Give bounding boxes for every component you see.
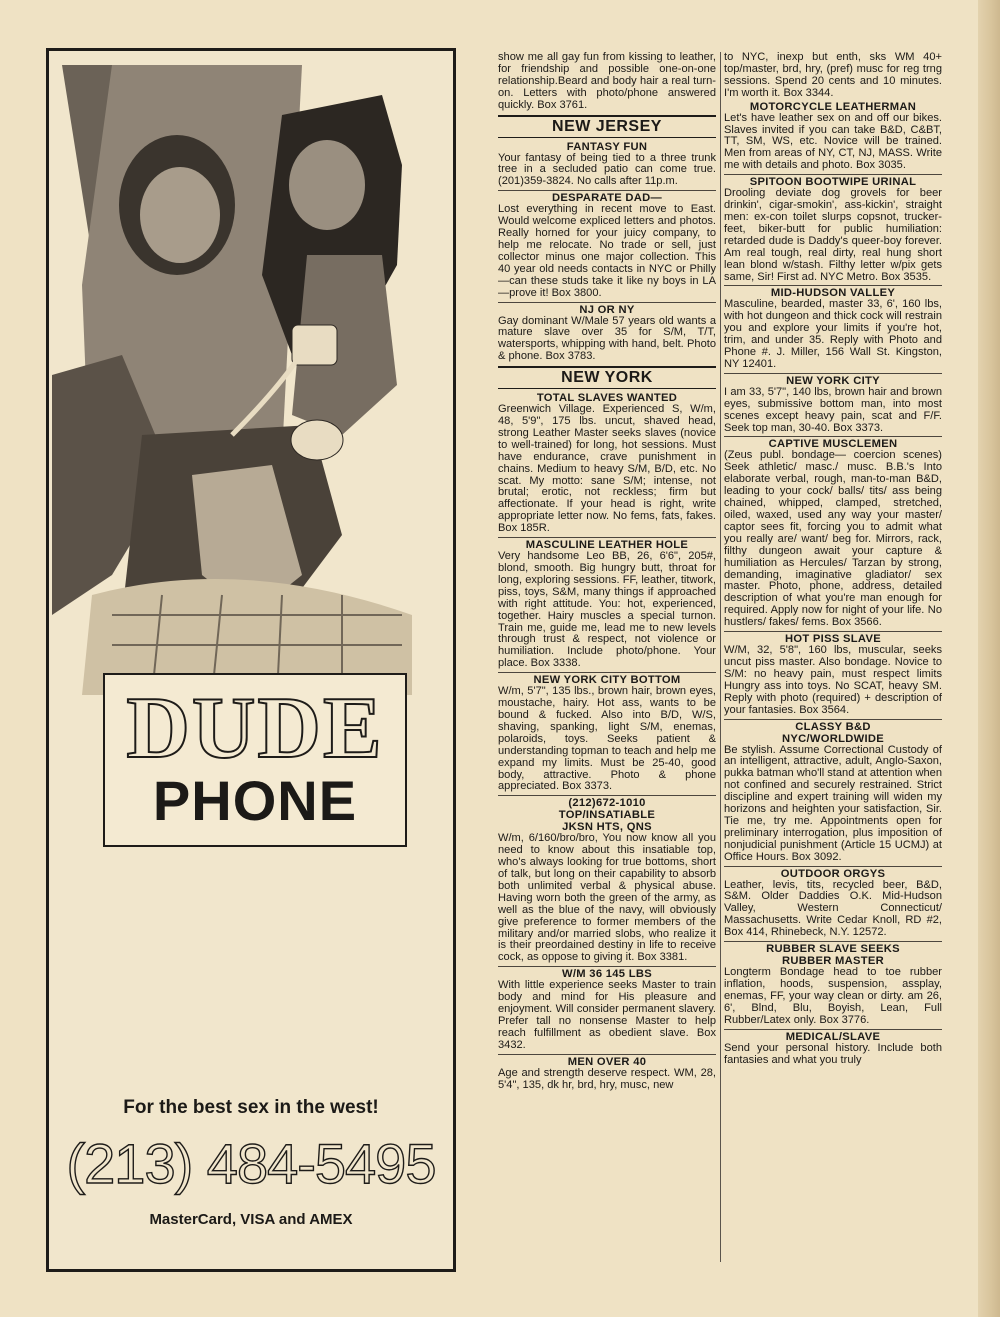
classified-ad <box>498 672 716 793</box>
logo-dude-text: DUDE <box>126 680 384 777</box>
classified-ad-body: Masculine, bearded, master 33, 6', 160 lbs, with hot dungeon and thick cock will restrain you and explore your limits if you're hot, trim, and under 35. Reply with Photo and Phone #. J. Miller, 156 Wall St. Kingston, NY 12401. <box>724 298 942 370</box>
classified-ad-title: MEDICAL/SLAVE <box>785 1030 881 1043</box>
classified-ad-title: NJ OR NY <box>579 303 635 316</box>
continued-ad-text: to NYC, inexp but enth, sks WM 40+ top/master, brd, hry, (pref) musc for reg trng sessions. Spend 20 cents and 10 minutes. I'm worth it. Box 3344. <box>724 51 942 99</box>
classified-ad-body: (Zeus publ. bondage— coercion scenes) Seek athletic/ masc./ musc. B.B.'s Into elaborate verbal, rough, man-to-man B&D, leading to your cock/ balls/ tits/ ass being chained, whipped, clamped, stretched, oiled, waxed, used any way your master/ captor sees fit, forcing you to admit what you really are/ want/ beg for. Mirrors, rack, filthy dungeon await your capture & humiliation as Hercules/ Tarzan by strong, demanding, imaginative gladiator/ sex master. Photo, phone, address, detailed description of what you're man enough for required. Apply now for night of your life. No hustlers/ fakes/ fems. Box 3566. <box>724 449 942 629</box>
new-jersey-ads <box>498 140 716 364</box>
classified-ad-title: W/M 36 145 LBS <box>562 968 652 981</box>
classified-ad-title: TOTAL SLAVES WANTED <box>536 392 678 405</box>
classified-ad-title: HOT PISS SLAVE <box>785 633 881 646</box>
classified-ad-title: (212)672-1010 TOP/INSATIABLE JKSN HTS, QNS <box>558 797 656 834</box>
classified-ad-body: W/m, 6/160/bro/bro, You now know all you need to know about this insatiable top, who's always looking for true bottoms, short of talk, but long on their capability to absorb both unlimited verbal & physical abuse. Having worn both the green of the army, as well as the blue of the navy, will obviously give preference to former members of the military and/or married slobs, who realize it is their preordained destiny in life to receive cock, as oppose to giving it. Box 3381. <box>498 832 716 964</box>
classified-ad <box>498 795 716 964</box>
classified-ad-body: Very handsome Leo BB, 26, 6'6", 205#, blond, smooth. Big hungry butt, throat for long, exploring sessions. FF, leather, titwork, piss, toys, S&M, many things if approached with right attitude. You: hot, experienced, together. Hairy muscles a special turnon. Train me, guide me, lead me to new levels through trust & respect, not violence or humiliation. Include photo/phone. Your place. Box 3338. <box>498 550 716 670</box>
classified-ad <box>724 174 942 283</box>
classified-ad <box>498 302 716 364</box>
page-edge-shadow <box>978 0 1000 1317</box>
classifieds-column-1 <box>498 52 716 1094</box>
classified-ad-body: I am 33, 5'7", 140 lbs, brown hair and brown eyes, submissive bottom man, into most scenes except heavy pain, scat and F/F. Seek top man, 30-40. Box 3373. <box>724 385 942 434</box>
dude-phone-logo <box>103 673 407 847</box>
classified-ad-body: Greenwich Village. Experienced S, W/m, 48, 5'9", 175 lbs. uncut, shaved head, strong Leather Master seeks slaves (novice to well-trained) for long, hot sessions. Must have endurance, crave punishment in chains. Medium to heavy S/M, B/D, etc. No scat. My motto: sane S/M; intense, not brutal; erotic, not reckless; firm but affectionate. If your head is right, write appropriate letter now. No fems, fats, fakes. Box 185R. <box>498 403 716 535</box>
ad-photo-collage <box>52 55 422 695</box>
classified-ad-title: NEW YORK CITY <box>786 374 880 387</box>
classified-ad-body: Send your personal history. Include both fantasies and what you truly <box>724 1041 942 1066</box>
classified-ad-title: NEW YORK CITY BOTTOM <box>533 674 681 687</box>
classified-ad <box>498 537 716 670</box>
classified-ad <box>724 631 942 716</box>
classified-ad-title: MID-HUDSON VALLEY <box>770 287 896 300</box>
new-york-ads <box>498 391 716 1091</box>
classified-ad-body: Gay dominant W/Male 57 years old wants a mature slave over 35 for S/M, T/T, watersports, whipping with hand, belt. Photo & phone. Box 3783. <box>498 314 716 363</box>
classified-ad-title: DESPARATE DAD— <box>551 192 663 205</box>
classified-ad-title: MASCULINE LEATHER HOLE <box>525 539 689 552</box>
classified-ad-body: W/M, 32, 5'8", 160 lbs, muscular, seeks uncut piss master. Also bondage. Novice to S/M: no heavy pain, must respect limits Hungry ass into toys. No SCAT, heavy SM. Reply with photo (required) + description of your fantasies. Box 3564. <box>724 644 942 716</box>
column-2-ads <box>724 100 942 1067</box>
classified-ad <box>498 190 716 299</box>
classified-ad-title: MEN OVER 40 <box>567 1055 647 1068</box>
classified-ad-body: Be stylish. Assume Correctional Custody of an intelligent, attractive, adult, Anglo-Saxon, pukka batman who'll stand at attention when not confined and securely restrained. Strict discipline and expert training will widen my horizons and heighten your satisfaction, Sir. Tie me, try me. Appointments open for preliminary interrogation, plus imposition of nonjudicial punishment (Article 15 UCMJ) at Office Hours. Box 3092. <box>724 743 942 863</box>
classified-ad-body: Let's have leather sex on and off our bikes. Slaves invited if you can take B&D, C&BT, TT, SM, WS, etc. Novice will be trained. Men from areas of NY, CT, NJ, MASS. Write me with details and photo. Box 3035. <box>724 111 942 172</box>
classified-ad <box>724 373 942 435</box>
classified-ad <box>724 100 942 173</box>
classified-ad-title: OUTDOOR ORGYS <box>780 867 886 880</box>
section-header-new-york: NEW YORK <box>498 366 716 389</box>
classified-ad-title: SPITOON BOOTWIPE URINAL <box>749 176 917 189</box>
classified-ad <box>498 1054 716 1092</box>
classified-ad-title: MOTORCYCLE LEATHERMAN <box>749 100 917 113</box>
column-divider <box>720 52 721 1262</box>
classified-ad <box>498 391 716 535</box>
classifieds-column-2 <box>724 52 942 1068</box>
section-header-new-jersey: NEW JERSEY <box>498 115 716 138</box>
logo-phone-text: PHONE <box>152 769 358 832</box>
classified-ad <box>724 719 942 864</box>
classified-ad-body: Leather, levis, tits, recycled beer, B&D, S&M. Older Daddies O.K. Mid-Hudson Valley, Western Connecticut/ Massachusetts. Write Cedar Knoll, RD #2, Box 414, Rhinebeck, N.Y. 12572. <box>724 878 942 939</box>
continued-ad-text: show me all gay fun from kissing to leather, for friendship and possible one-on-one relationship.Beard and body hair a real turn-on. Letters with photo/phone answered quickly. Box 3761. <box>498 51 716 111</box>
ad-payment-cards: MasterCard, VISA and AMEX <box>149 1211 353 1228</box>
classified-ad-title: FANTASY FUN <box>566 140 648 153</box>
classified-ad-body: Your fantasy of being tied to a three trunk tree in a secluded patio can come true. (201)359-3824. No calls after 11p.m. <box>498 151 716 188</box>
classified-ad-title: CLASSY B&D NYC/WORLDWIDE <box>781 720 885 745</box>
classified-ad-title: CAPTIVE MUSCLEMEN <box>768 438 898 451</box>
classified-ad <box>724 1029 942 1067</box>
classified-ad <box>724 941 942 1027</box>
classified-ad <box>498 140 716 189</box>
ad-phone-number: (213) 484-5495 <box>66 1132 436 1195</box>
classified-ad <box>498 966 716 1051</box>
classified-ad <box>724 285 942 370</box>
classified-ad-body: Longterm Bondage head to toe rubber inflation, hoods, suspension, assplay, enemas, FF, your way clean or dirty. am 26, 6', Blnd, Blu, Boyish, Lean, Full Rubber/Latex only. Box 3776. <box>724 966 942 1026</box>
classified-ad <box>724 436 942 629</box>
classified-ad-body: Lost everything in recent move to East. Would welcome expliced letters and photos. Really horned for your juicy company, to help me relocate. No trade or sell, just collector minus one major collection. This 40 year old needs contacts in NYC or Philly—can these studs take it like ny boys in LA—prove it! Box 3800. <box>498 203 716 299</box>
dude-phone-ad <box>46 48 456 1272</box>
classified-ad-body: Drooling deviate dog grovels for beer drinkin', cigar-smokin', ass-kickin', straight men: ex-con toilet slurps copsnot, trucker-feet, biker-butt for public humiliation: retarded dude is Daddy's queer-boy forever. Am real tough, real dirty, real hung short lean blond w/stash. Filthy letter w/pix gets same, Sir! First ad. NYC Metro. Box 3535. <box>724 187 942 283</box>
ad-tagline: For the best sex in the west! <box>123 1097 379 1118</box>
classified-ad-body: Age and strength deserve respect. WM, 28, 5'4", 135, dk hr, brd, hry, musc, new <box>498 1066 716 1091</box>
classified-ad-body: With little experience seeks Master to train body and mind for His pleasure and enjoyment. Will consider permanent slavery. Prefer tall no nonsense Master to help reach fulfillment as obedient slave. Box 3432. <box>498 979 716 1051</box>
classified-ad <box>724 866 942 940</box>
classified-ad-title: RUBBER SLAVE SEEKS RUBBER MASTER <box>766 943 900 968</box>
classified-ad-body: W/m, 5'7", 135 lbs., brown hair, brown eyes, moustache, hairy. Hot ass, wants to be bound & fucked. Also into B/D, W/S, shaving, spanking, light S/M, enemas, polaroids, toys. Seeks patient & understanding topman to teach and help me expand my limits. Must be 25-40, good body, attractive. Photo & phone appreciated. Box 3373. <box>498 685 716 793</box>
